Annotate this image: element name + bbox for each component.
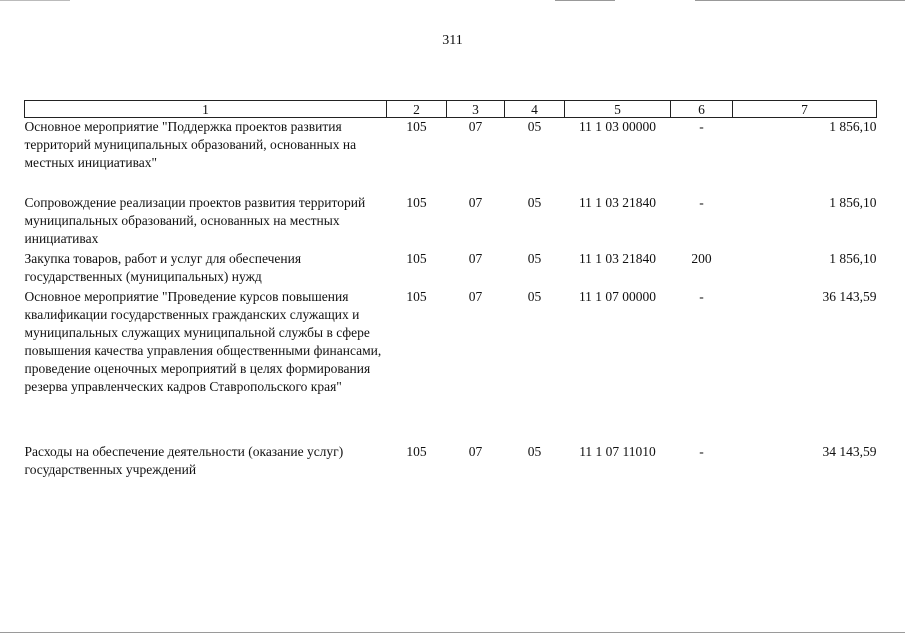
row-name: Расходы на обеспечение деятельности (оказание услуг) государственных учреждений [24,444,344,477]
header-col-4: 4 [505,101,565,118]
header-col-2: 2 [387,101,447,118]
table-row [25,443,877,483]
row-expense-type: 200 [691,251,712,266]
header-col-3: 3 [447,101,505,118]
row-section-code: 07 [468,289,483,304]
row-subsection-code: 05 [527,119,542,134]
row-section-code: 07 [468,195,483,210]
row-name: Основное мероприятие "Поддержка проектов развития территорий муниципальных образований, основанных на местных инициативах" [24,119,357,170]
scan-artifact-top-right [695,0,905,1]
row-name: Сопровождение реализации проектов развития территорий муниципальных образований, основанных на местных инициативах [24,195,366,246]
scan-artifact-bottom [0,632,905,633]
row-section-code: 07 [468,251,483,266]
row-expense-type: - [699,444,704,459]
row-target-code: 11 1 03 00000 [578,119,657,134]
table-row [25,250,877,288]
row-name: Основное мероприятие "Проведение курсов повышения квалификации государственных гражданских служащих и муниципальных служащих муниципальной службы в сфере повышения качества управления общественными финансами, проведение оценочных мероприятий в целях формирования резерва управленческих кадров Ставропольского края" [24,289,382,394]
row-target-code: 11 1 03 21840 [578,251,657,266]
table-row [25,288,877,443]
row-amount: 1 856,10 [829,251,877,266]
row-ministry-code: 105 [406,289,427,304]
header-col-6: 6 [671,101,733,118]
header-col-7: 7 [733,101,877,118]
row-subsection-code: 05 [527,444,542,459]
row-target-code: 11 1 07 11010 [579,444,656,459]
row-amount: 1 856,10 [829,119,877,134]
table-row [25,118,877,195]
row-subsection-code: 05 [527,289,542,304]
header-row [25,101,877,118]
row-ministry-code: 105 [406,119,427,134]
row-section-code: 07 [468,119,483,134]
header-col-1: 1 [25,101,387,118]
page-number: 311 [442,33,463,48]
row-subsection-code: 05 [527,195,542,210]
row-target-code: 11 1 07 00000 [578,289,657,304]
row-target-code: 11 1 03 21840 [578,195,657,210]
header-col-5: 5 [565,101,671,118]
row-ministry-code: 105 [406,444,427,459]
scan-artifact-top-mid [555,0,615,1]
row-ministry-code: 105 [406,195,427,210]
row-ministry-code: 105 [406,251,427,266]
row-amount: 36 143,59 [822,289,877,304]
row-section-code: 07 [468,444,483,459]
row-subsection-code: 05 [527,251,542,266]
scan-artifact-top-left [0,0,70,1]
row-amount: 34 143,59 [822,444,877,459]
budget-table [24,100,877,483]
row-expense-type: - [699,119,704,134]
row-amount: 1 856,10 [829,195,877,210]
row-expense-type: - [699,195,704,210]
row-expense-type: - [699,289,704,304]
table-row [25,194,877,250]
row-name: Закупка товаров, работ и услуг для обеспечения государственных (муниципальных) нужд [24,251,302,284]
